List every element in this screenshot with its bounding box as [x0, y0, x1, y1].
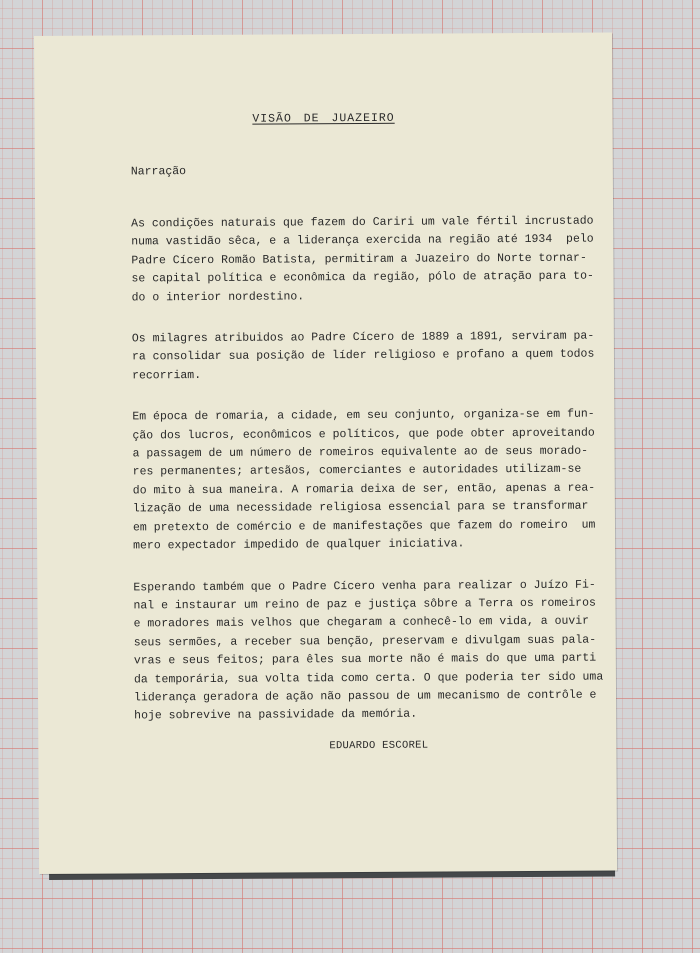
- author-signature: EDUARDO ESCOREL: [329, 739, 429, 753]
- text-line: mero expectador impedido de qualquer iniciativa.: [133, 537, 465, 553]
- text-line: a passagem de um número de romeiros equivalente ao de seus morado-: [132, 444, 589, 461]
- text-line: se capital política e econômica da região, pólo de atração para to-: [131, 269, 594, 286]
- text-line: liderança geradora de ação não passou de um mecanismo de contrôle e: [134, 688, 597, 705]
- text-line: nal e instaurar um reino de paz e justiça sôbre a Terra os romeiros: [133, 596, 596, 613]
- typewritten-page: [34, 32, 617, 874]
- text-line: Padre Cícero Romão Batista, permitiram a Juazeiro do Norte tornar-: [131, 251, 587, 268]
- text-line: numa vastidão sêca, e a liderança exercida na região até 1934 pelo: [131, 232, 594, 249]
- text-line: res permanentes; artesãos, comerciantes e autoridades utilizam-se: [132, 463, 582, 479]
- text-line: Esperando também que o Padre Cícero venha para realizar o Juízo Fi-: [133, 578, 596, 594]
- text-line: ção dos lucros, econômicos e políticos, que pode obter aproveitando: [132, 426, 595, 443]
- text-line: ra consolidar sua posição de líder religioso e profano a quem todos: [131, 348, 595, 364]
- text-line: Em época de romaria, a cidade, em seu conjunto, organiza-se em fun-: [132, 407, 595, 424]
- paragraph: [132, 406, 596, 556]
- body-text: [131, 213, 604, 749]
- paragraph: [133, 577, 604, 727]
- text-line: vras e seus feitos; para êles sua morte não é mais do que uma parti: [133, 651, 597, 668]
- text-line: hoje sobrevive na passividade da memória.: [134, 708, 418, 723]
- paragraph: [131, 328, 595, 386]
- text-line: seus sermões, a receber sua benção, preservam e divulgam suas pala-: [133, 633, 597, 650]
- text-line: e moradores mais velhos que chegaram a conhecê-lo em vida, a ouvir: [133, 614, 590, 631]
- text-line: recorriam.: [132, 368, 202, 383]
- text-line: As condições naturais que fazem do Cariri um vale fértil incrustado: [131, 214, 594, 231]
- text-line: do mito à sua maneira. A romaria deixa de ser, então, apenas a rea-: [132, 481, 596, 498]
- text-line: Os milagres atribuidos ao Padre Cícero de 1889 a 1891, serviram pa-: [131, 329, 595, 346]
- document-title: VISÃO DE JUAZEIRO: [252, 111, 395, 126]
- text-line: em pretexto de comércio e de manifestações que fazem do romeiro um: [132, 518, 596, 535]
- section-label: Narração: [130, 165, 187, 179]
- text-line: do o interior nordestino.: [131, 289, 305, 305]
- paragraph: [131, 213, 594, 307]
- text-line: lização de uma necessidade religiosa essencial para se transformar: [132, 499, 589, 516]
- text-line: da temporária, sua volta tida como certa. O que poderia ter sido uma: [133, 670, 604, 686]
